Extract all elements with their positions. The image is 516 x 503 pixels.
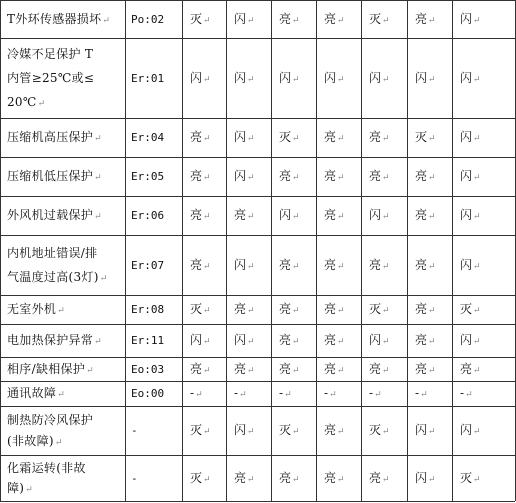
return-mark-icon: ↵ <box>473 16 481 26</box>
return-mark-icon: ↵ <box>428 16 436 26</box>
led-state: 灭↵ <box>369 12 390 26</box>
row-divider <box>0 235 515 236</box>
led-state: 闪↵ <box>460 423 481 437</box>
return-mark-icon: ↵ <box>203 212 211 222</box>
led-state: 亮↵ <box>279 302 300 316</box>
return-mark-icon: ↵ <box>54 438 63 448</box>
return-mark-icon: ↵ <box>329 390 337 400</box>
return-mark-icon: ↵ <box>428 75 436 85</box>
return-mark-icon: ↵ <box>382 475 390 485</box>
return-mark-icon: ↵ <box>203 306 211 316</box>
led-state: 闪↵ <box>460 208 481 222</box>
led-state: 闪↵ <box>234 12 255 26</box>
led-state: -↵ <box>234 386 247 400</box>
return-mark-icon: ↵ <box>247 427 255 437</box>
led-state: 闪↵ <box>234 169 255 183</box>
led-state: 亮↵ <box>369 169 390 183</box>
return-mark-icon: ↵ <box>247 475 255 485</box>
fault-description: 外风机过载保护↵ <box>7 208 102 222</box>
return-mark-icon: ↵ <box>374 390 382 400</box>
led-state: 亮↵ <box>190 208 211 222</box>
return-mark-icon: ↵ <box>337 427 345 437</box>
led-state: 亮↵ <box>279 169 300 183</box>
fault-description: T外环传感器损坏↵ <box>7 12 111 26</box>
return-mark-icon: ↵ <box>337 337 345 347</box>
return-mark-icon: ↵ <box>473 212 481 222</box>
row-divider <box>0 38 515 39</box>
fault-description: 冷媒不足保护 T <box>7 47 94 61</box>
return-mark-icon: ↵ <box>337 212 345 222</box>
led-state: 闪↵ <box>460 333 481 347</box>
led-state: 灭↵ <box>190 12 211 26</box>
led-state: 亮↵ <box>415 333 436 347</box>
led-state: 闪↵ <box>460 169 481 183</box>
return-mark-icon: ↵ <box>428 475 436 485</box>
row-divider <box>0 357 515 358</box>
led-state: 闪↵ <box>460 12 481 26</box>
led-state: 闪↵ <box>460 258 481 272</box>
led-state: 闪↵ <box>234 423 255 437</box>
return-mark-icon: ↵ <box>337 366 345 376</box>
led-state: 亮↵ <box>415 258 436 272</box>
column-divider <box>361 0 362 501</box>
return-mark-icon: ↵ <box>337 475 345 485</box>
fault-description: (非故障)↵ <box>7 434 63 448</box>
fault-description: 化霜运转(非故 <box>7 461 86 475</box>
led-state: -↵ <box>369 386 382 400</box>
return-mark-icon: ↵ <box>382 75 390 85</box>
return-mark-icon: ↵ <box>473 475 481 485</box>
return-mark-icon: ↵ <box>203 427 211 437</box>
led-state: 亮↵ <box>369 471 390 485</box>
fault-description: 障)↵ <box>7 481 34 495</box>
return-mark-icon: ↵ <box>284 390 292 400</box>
fault-description: 无室外机↵ <box>7 302 66 316</box>
error-code: Er:06 <box>131 209 165 222</box>
return-mark-icon: ↵ <box>420 390 428 400</box>
led-state: 闪↵ <box>415 423 436 437</box>
error-code: Er:01 <box>131 72 165 85</box>
return-mark-icon: ↵ <box>292 306 300 316</box>
error-code: Eo:00 <box>131 387 165 400</box>
led-state: 闪↵ <box>369 208 390 222</box>
fault-description: 电加热保护异常↵ <box>7 333 102 347</box>
return-mark-icon: ↵ <box>203 262 211 272</box>
return-mark-icon: ↵ <box>247 366 255 376</box>
led-state: 亮↵ <box>190 258 211 272</box>
row-divider <box>0 118 515 119</box>
return-mark-icon: ↵ <box>37 99 46 109</box>
error-code: Er:05 <box>131 170 165 183</box>
return-mark-icon: ↵ <box>247 16 255 26</box>
column-divider <box>407 0 408 501</box>
return-mark-icon: ↵ <box>382 306 390 316</box>
return-mark-icon: ↵ <box>247 75 255 85</box>
led-state: 亮↵ <box>324 333 345 347</box>
led-state: 闪↵ <box>234 258 255 272</box>
led-state: 闪↵ <box>324 71 345 85</box>
led-state: 闪↵ <box>369 71 390 85</box>
error-code: Er:04 <box>131 131 165 144</box>
led-state: 亮↵ <box>234 208 255 222</box>
led-state: 闪↵ <box>190 333 211 347</box>
led-state: -↵ <box>279 386 292 400</box>
return-mark-icon: ↵ <box>99 274 108 284</box>
led-state: 灭↵ <box>190 423 211 437</box>
led-state: 亮↵ <box>279 362 300 376</box>
return-mark-icon: ↵ <box>247 134 255 144</box>
led-state: -↵ <box>415 386 428 400</box>
led-state: 亮↵ <box>324 258 345 272</box>
return-mark-icon: ↵ <box>428 173 436 183</box>
return-mark-icon: ↵ <box>292 366 300 376</box>
fault-description: 制热防冷风保护 <box>7 413 94 427</box>
return-mark-icon: ↵ <box>382 173 390 183</box>
return-mark-icon: ↵ <box>382 134 390 144</box>
return-mark-icon: ↵ <box>247 337 255 347</box>
error-code: Er:08 <box>131 303 165 316</box>
return-mark-icon: ↵ <box>292 337 300 347</box>
led-state: 亮↵ <box>279 471 300 485</box>
led-state: 亮↵ <box>234 302 255 316</box>
error-code: - <box>131 472 138 485</box>
return-mark-icon: ↵ <box>94 134 102 144</box>
return-mark-icon: ↵ <box>337 306 345 316</box>
row-divider <box>0 295 515 296</box>
led-state: 灭↵ <box>190 302 211 316</box>
led-state: 亮↵ <box>415 208 436 222</box>
row-divider <box>0 157 515 158</box>
led-state: 灭↵ <box>369 302 390 316</box>
return-mark-icon: ↵ <box>94 337 102 347</box>
led-state: 闪↵ <box>234 333 255 347</box>
led-state: 亮↵ <box>324 302 345 316</box>
return-mark-icon: ↵ <box>428 337 436 347</box>
return-mark-icon: ↵ <box>473 173 481 183</box>
return-mark-icon: ↵ <box>203 173 211 183</box>
return-mark-icon: ↵ <box>239 390 247 400</box>
return-mark-icon: ↵ <box>428 366 436 376</box>
return-mark-icon: ↵ <box>473 306 481 316</box>
error-code: Eo:03 <box>131 363 165 376</box>
led-state: 亮↵ <box>415 362 436 376</box>
led-state: 亮↵ <box>415 12 436 26</box>
column-divider <box>226 0 227 501</box>
led-state: 闪↵ <box>279 208 300 222</box>
error-code: Er:11 <box>131 334 165 347</box>
return-mark-icon: ↵ <box>382 212 390 222</box>
led-state: 闪↵ <box>279 71 300 85</box>
return-mark-icon: ↵ <box>247 262 255 272</box>
fault-description: 通讯故障↵ <box>7 386 66 400</box>
led-state: 灭↵ <box>369 423 390 437</box>
led-state: 亮↵ <box>190 130 211 144</box>
led-state: 灭↵ <box>460 302 481 316</box>
fault-description: 压缩机低压保护↵ <box>7 169 102 183</box>
led-state: 亮↵ <box>234 362 255 376</box>
return-mark-icon: ↵ <box>57 306 66 316</box>
fault-description: 相序/缺相保护↵ <box>7 362 94 376</box>
row-divider <box>0 455 515 456</box>
return-mark-icon: ↵ <box>337 134 345 144</box>
return-mark-icon: ↵ <box>94 212 102 222</box>
return-mark-icon: ↵ <box>428 134 436 144</box>
led-state: 亮↵ <box>369 258 390 272</box>
fault-description: 气温度过高(3灯)↵ <box>7 270 108 284</box>
led-state: 亮↵ <box>324 471 345 485</box>
return-mark-icon: ↵ <box>57 390 66 400</box>
return-mark-icon: ↵ <box>94 173 102 183</box>
return-mark-icon: ↵ <box>473 427 481 437</box>
return-mark-icon: ↵ <box>292 16 300 26</box>
led-state: 亮↵ <box>279 333 300 347</box>
error-code: Po:02 <box>131 13 165 26</box>
return-mark-icon: ↵ <box>292 75 300 85</box>
led-state: -↵ <box>324 386 337 400</box>
led-state: -↵ <box>460 386 473 400</box>
fault-description: 内管≥25℃或≤ <box>7 71 95 85</box>
led-state: 亮↵ <box>324 12 345 26</box>
led-state: 闪↵ <box>234 71 255 85</box>
led-state: 亮↵ <box>234 471 255 485</box>
return-mark-icon: ↵ <box>292 173 300 183</box>
return-mark-icon: ↵ <box>203 75 211 85</box>
return-mark-icon: ↵ <box>292 475 300 485</box>
return-mark-icon: ↵ <box>382 337 390 347</box>
return-mark-icon: ↵ <box>473 366 481 376</box>
fault-description: 内机地址错误/排 <box>7 246 98 260</box>
return-mark-icon: ↵ <box>428 306 436 316</box>
led-state: 亮↵ <box>190 362 211 376</box>
return-mark-icon: ↵ <box>473 262 481 272</box>
return-mark-icon: ↵ <box>247 306 255 316</box>
led-state: 闪↵ <box>460 130 481 144</box>
led-state: 亮↵ <box>324 362 345 376</box>
error-code: - <box>131 424 138 437</box>
return-mark-icon: ↵ <box>337 173 345 183</box>
led-state: 闪↵ <box>234 130 255 144</box>
return-mark-icon: ↵ <box>337 75 345 85</box>
return-mark-icon: ↵ <box>25 485 34 495</box>
error-code: Er:07 <box>131 259 165 272</box>
return-mark-icon: ↵ <box>292 212 300 222</box>
return-mark-icon: ↵ <box>428 427 436 437</box>
row-divider <box>0 0 515 1</box>
column-divider <box>316 0 317 501</box>
led-state: 灭↵ <box>279 130 300 144</box>
row-divider <box>0 196 515 197</box>
column-divider <box>182 0 183 501</box>
led-state: 灭↵ <box>415 130 436 144</box>
return-mark-icon: ↵ <box>428 262 436 272</box>
led-state: 亮↵ <box>324 423 345 437</box>
row-divider <box>0 324 515 325</box>
column-divider <box>0 0 1 501</box>
return-mark-icon: ↵ <box>247 173 255 183</box>
led-state: 灭↵ <box>460 471 481 485</box>
led-state: 亮↵ <box>279 12 300 26</box>
return-mark-icon: ↵ <box>203 16 211 26</box>
led-state: 闪↵ <box>415 71 436 85</box>
return-mark-icon: ↵ <box>337 16 345 26</box>
led-state: 亮↵ <box>369 130 390 144</box>
return-mark-icon: ↵ <box>195 390 203 400</box>
return-mark-icon: ↵ <box>102 16 111 26</box>
return-mark-icon: ↵ <box>465 390 473 400</box>
led-state: 亮↵ <box>460 362 481 376</box>
led-state: 亮↵ <box>324 169 345 183</box>
return-mark-icon: ↵ <box>473 134 481 144</box>
return-mark-icon: ↵ <box>337 262 345 272</box>
return-mark-icon: ↵ <box>292 427 300 437</box>
led-state: 闪↵ <box>190 71 211 85</box>
return-mark-icon: ↵ <box>382 16 390 26</box>
led-state: 闪↵ <box>460 71 481 85</box>
column-divider <box>271 0 272 501</box>
fault-description: 压缩机高压保护↵ <box>7 130 102 144</box>
led-state: 闪↵ <box>415 471 436 485</box>
led-state: 灭↵ <box>190 471 211 485</box>
led-state: 亮↵ <box>324 130 345 144</box>
fault-description: 20℃↵ <box>7 95 46 109</box>
return-mark-icon: ↵ <box>473 75 481 85</box>
row-divider <box>0 501 515 502</box>
column-divider <box>452 0 453 501</box>
return-mark-icon: ↵ <box>86 366 94 376</box>
return-mark-icon: ↵ <box>292 262 300 272</box>
led-state: 灭↵ <box>279 423 300 437</box>
return-mark-icon: ↵ <box>203 475 211 485</box>
led-state: 亮↵ <box>415 302 436 316</box>
return-mark-icon: ↵ <box>247 212 255 222</box>
return-mark-icon: ↵ <box>203 134 211 144</box>
led-state: 亮↵ <box>279 258 300 272</box>
led-state: 亮↵ <box>324 208 345 222</box>
return-mark-icon: ↵ <box>203 337 211 347</box>
return-mark-icon: ↵ <box>382 427 390 437</box>
return-mark-icon: ↵ <box>473 337 481 347</box>
return-mark-icon: ↵ <box>292 134 300 144</box>
led-state: -↵ <box>190 386 203 400</box>
return-mark-icon: ↵ <box>428 212 436 222</box>
led-state: 亮↵ <box>415 169 436 183</box>
column-divider <box>125 0 126 501</box>
led-state: 闪↵ <box>369 333 390 347</box>
led-state: 亮↵ <box>369 362 390 376</box>
row-divider <box>0 406 515 407</box>
return-mark-icon: ↵ <box>382 366 390 376</box>
return-mark-icon: ↵ <box>382 262 390 272</box>
led-state: 亮↵ <box>190 169 211 183</box>
return-mark-icon: ↵ <box>203 366 211 376</box>
